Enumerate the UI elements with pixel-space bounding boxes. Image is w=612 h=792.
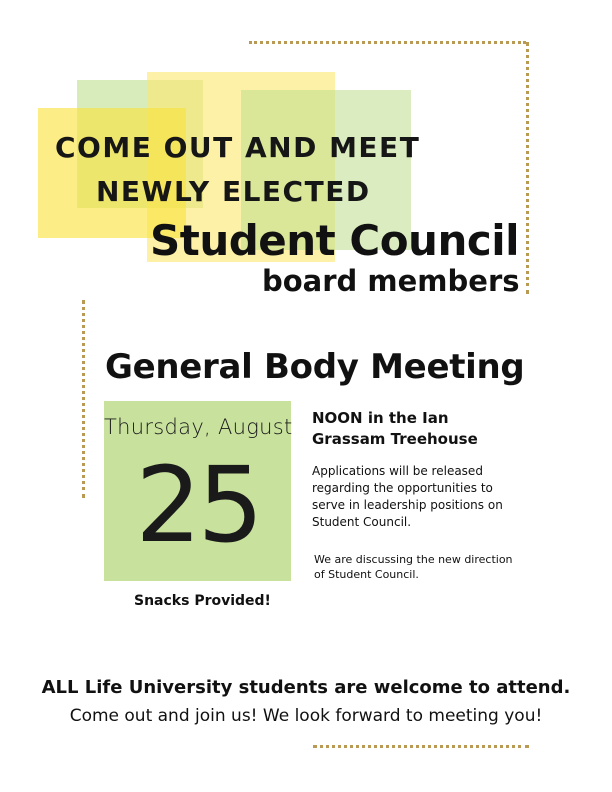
dotted-border-left [82,300,85,498]
meeting-location: NOON in the Ian Grassam Treehouse [312,409,478,448]
all-students-welcome: ALL Life University students are welcome to attend. [41,677,571,698]
headline-student-council: Student Council [150,216,520,265]
join-us-message: Come out and join us! We look forward to meeting you! [69,706,543,726]
headline-line-2: NEWLY ELECTED [96,175,371,208]
calendar-date-number: 25 [135,444,260,566]
dotted-border-bottom [313,745,529,748]
headline-line-1: COME OUT AND MEET [55,131,421,164]
calendar-date-block [104,401,291,581]
applications-note: Applications will be released regarding the opportunities to serve in leadership positions on Student Council. [312,464,503,529]
calendar-day-label: Thursday, August [104,415,293,439]
meeting-title: General Body Meeting [105,347,525,387]
snacks-note: Snacks Provided! [134,593,271,609]
headline-board-members: board members [262,264,520,298]
discussion-note: We are discussing the new direction of Student Council. [314,553,513,581]
dotted-border-top [249,41,526,44]
dotted-border-right [526,42,529,294]
